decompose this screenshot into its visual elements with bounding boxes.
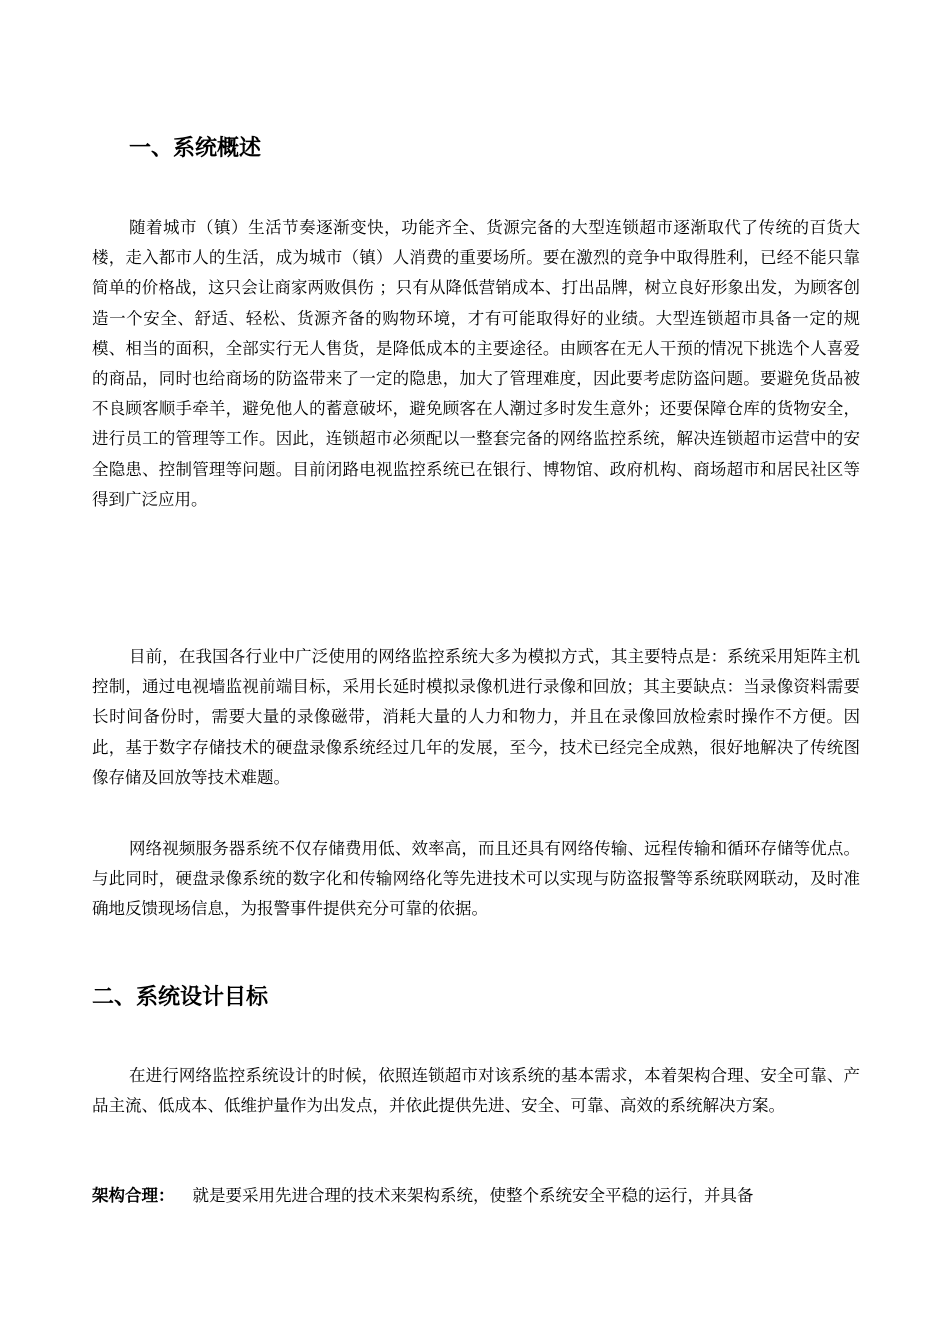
- definition-term: 架构合理：: [92, 1186, 175, 1205]
- paragraph-overview-3: 网络视频服务器系统不仅存储费用低、效率高，而且还具有网络传输、远程传输和循环存储等优点。与此同时，硬盘录像系统的数字化和传输网络化等先进技术可以实现与防盗报警等系统联网联动，及时准确地反馈现场信息，为报警事件提供充分可靠的依据。: [92, 839, 860, 919]
- paragraph-overview-1: 随着城市（镇）生活节奏逐渐变快，功能齐全、货源完备的大型连锁超市逐渐取代了传统的百货大楼，走入都市人的生活，成为城市（镇）人消费的重要场所。要在激烈的竞争中取得胜利，已经不能只靠简单的价格战，这只会让商家两败俱伤 ；只有从降低营销成本、打出品牌，树立良好形象出发，为顾客创造一个安全、舒适、轻松、货源齐备的购物环境，才有可能取得好的业绩。大型连锁超市具备一定的规模、相当的面积，全部实行无人售货，是降低成本的主要途径。由顾客在无人干预的情况下挑选个人喜爱的商品，同时也给商场的防盗带来了一定的隐患，加大了管理难度，因此要考虑防盗问题。要避免货品被不良顾客顺手牵羊，避免他人的蓄意破坏，避免顾客在人潮过多时发生意外；还要保障仓库的货物安全，进行员工的管理等工作。因此，连锁超市必须配以一整套完备的网络监控系统，解决连锁超市运营中的安全隐患、控制管理等问题。目前闭路电视监控系统已在银行、博物馆、政府机构、商场超市和居民社区等得到广泛应用。: [92, 218, 860, 509]
- section-heading-design-goals: 二、系统设计目标: [92, 985, 269, 1010]
- definition-text: 就是要采用先进合理的技术来架构系统，使整个系统安全平稳的运行，并具备: [192, 1186, 754, 1205]
- paragraph-design-goals-1: 在进行网络监控系统设计的时候，依照连锁超市对该系统的基本需求，本着架构合理、安全可靠、产品主流、低成本、低维护量作为出发点，并依此提供先进、安全、可靠、高效的系统解决方案。: [92, 1066, 860, 1116]
- paragraph-overview-2: 目前，在我国各行业中广泛使用的网络监控系统大多为模拟方式，其主要特点是：系统采用矩阵主机控制，通过电视墙监视前端目标，采用长延时模拟录像机进行录像和回放；其主要缺点：当录像资料需要长时间备份时，需要大量的录像磁带，消耗大量的人力和物力，并且在录像回放检索时操作不方便。因此，基于数字存储技术的硬盘录像系统经过几年的发展，至今，技术已经完全成熟，很好地解决了传统图像存储及回放等技术难题。: [92, 647, 860, 787]
- definition-architecture: [92, 1181, 860, 1211]
- section-heading-overview: 一、系统概述: [129, 136, 262, 161]
